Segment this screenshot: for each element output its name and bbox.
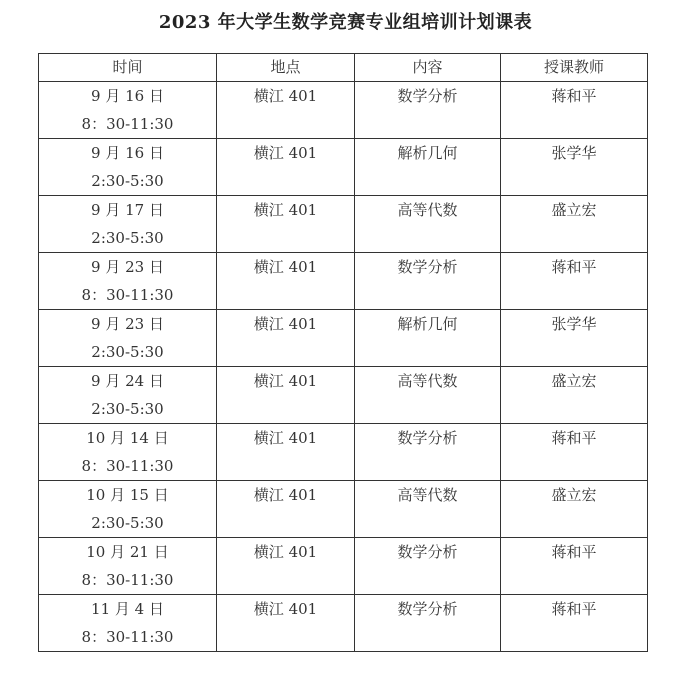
- place-cell: [217, 82, 355, 139]
- time-range-text: 8：30-11:30: [81, 571, 174, 589]
- table-row: [39, 310, 648, 367]
- time-cell: [39, 424, 217, 481]
- place-cell: [217, 595, 355, 652]
- content-text: 解析几何: [397, 315, 458, 333]
- header-time: 时间: [39, 54, 217, 82]
- content-cell: [355, 595, 501, 652]
- date-text: 10 月 14 日: [86, 429, 169, 447]
- time-range-text: 2:30-5:30: [91, 172, 164, 190]
- date-text: 9 月 16 日: [91, 144, 164, 162]
- date-text: 9 月 17 日: [91, 201, 164, 219]
- time-range-text: 8：30-11:30: [81, 115, 174, 133]
- place-cell: [217, 367, 355, 424]
- teacher-text: 盛立宏: [551, 372, 597, 390]
- place-cell: [217, 139, 355, 196]
- header-content: 内容: [355, 54, 501, 82]
- table-row: [39, 481, 648, 538]
- content-cell: [355, 196, 501, 253]
- time-cell: [39, 139, 217, 196]
- time-range-text: 2:30-5:30: [91, 400, 164, 418]
- teacher-cell: [501, 538, 648, 595]
- table-row: [39, 82, 648, 139]
- time-range-text: 2:30-5:30: [91, 514, 164, 532]
- teacher-cell: [501, 310, 648, 367]
- teacher-text: 蒋和平: [551, 429, 597, 447]
- content-cell: [355, 139, 501, 196]
- place-text: 横江 401: [253, 87, 318, 105]
- teacher-cell: [501, 481, 648, 538]
- time-cell: [39, 538, 217, 595]
- place-text: 横江 401: [253, 258, 318, 276]
- table-row: [39, 253, 648, 310]
- teacher-cell: [501, 595, 648, 652]
- date-text: 11 月 4 日: [91, 600, 164, 618]
- time-cell: [39, 82, 217, 139]
- page-title: 2023 年大学生数学竞赛专业组培训计划课表: [158, 12, 533, 33]
- time-cell: [39, 481, 217, 538]
- teacher-text: 盛立宏: [551, 486, 597, 504]
- table-row: [39, 538, 648, 595]
- time-range-text: 2:30-5:30: [91, 343, 164, 361]
- content-cell: [355, 310, 501, 367]
- teacher-cell: [501, 196, 648, 253]
- content-cell: [355, 367, 501, 424]
- place-cell: [217, 481, 355, 538]
- date-text: 9 月 23 日: [91, 258, 164, 276]
- place-text: 横江 401: [253, 429, 318, 447]
- place-text: 横江 401: [253, 201, 318, 219]
- time-cell: [39, 367, 217, 424]
- place-text: 横江 401: [253, 144, 318, 162]
- content-text: 数学分析: [397, 258, 458, 276]
- content-text: 高等代数: [397, 201, 458, 219]
- teacher-text: 盛立宏: [551, 201, 597, 219]
- teacher-text: 蒋和平: [551, 600, 597, 618]
- teacher-cell: [501, 424, 648, 481]
- time-range-text: 2:30-5:30: [91, 229, 164, 247]
- table-header-row: [39, 54, 648, 82]
- teacher-text: 蒋和平: [551, 87, 597, 105]
- time-range-text: 8：30-11:30: [81, 628, 174, 646]
- content-text: 高等代数: [397, 372, 458, 390]
- content-cell: [355, 424, 501, 481]
- date-text: 9 月 24 日: [91, 372, 164, 390]
- time-cell: [39, 196, 217, 253]
- teacher-text: 张学华: [551, 315, 597, 333]
- date-text: 9 月 23 日: [91, 315, 164, 333]
- content-text: 解析几何: [397, 144, 458, 162]
- date-text: 9 月 16 日: [91, 87, 164, 105]
- place-cell: [217, 424, 355, 481]
- schedule-table: [38, 53, 648, 652]
- teacher-cell: [501, 367, 648, 424]
- table-row: [39, 424, 648, 481]
- time-range-text: 8：30-11:30: [81, 457, 174, 475]
- content-text: 数学分析: [397, 600, 458, 618]
- date-text: 10 月 15 日: [86, 486, 169, 504]
- place-cell: [217, 196, 355, 253]
- teacher-cell: [501, 139, 648, 196]
- teacher-text: 蒋和平: [551, 258, 597, 276]
- date-text: 10 月 21 日: [86, 543, 169, 561]
- content-text: 数学分析: [397, 543, 458, 561]
- table-row: [39, 367, 648, 424]
- header-teacher: 授课教师: [501, 54, 648, 82]
- content-cell: [355, 82, 501, 139]
- table-row: [39, 595, 648, 652]
- teacher-text: 蒋和平: [551, 543, 597, 561]
- content-cell: [355, 481, 501, 538]
- place-cell: [217, 253, 355, 310]
- place-text: 横江 401: [253, 372, 318, 390]
- table-row: [39, 196, 648, 253]
- content-text: 数学分析: [397, 429, 458, 447]
- place-text: 横江 401: [253, 315, 318, 333]
- content-text: 数学分析: [397, 87, 458, 105]
- header-place: 地点: [217, 54, 355, 82]
- place-text: 横江 401: [253, 600, 318, 618]
- time-range-text: 8：30-11:30: [81, 286, 174, 304]
- teacher-text: 张学华: [551, 144, 597, 162]
- content-cell: [355, 538, 501, 595]
- teacher-cell: [501, 82, 648, 139]
- place-text: 横江 401: [253, 543, 318, 561]
- place-cell: [217, 310, 355, 367]
- content-cell: [355, 253, 501, 310]
- place-text: 横江 401: [253, 486, 318, 504]
- time-cell: [39, 595, 217, 652]
- time-cell: [39, 310, 217, 367]
- content-text: 高等代数: [397, 486, 458, 504]
- place-cell: [217, 538, 355, 595]
- table-row: [39, 139, 648, 196]
- teacher-cell: [501, 253, 648, 310]
- time-cell: [39, 253, 217, 310]
